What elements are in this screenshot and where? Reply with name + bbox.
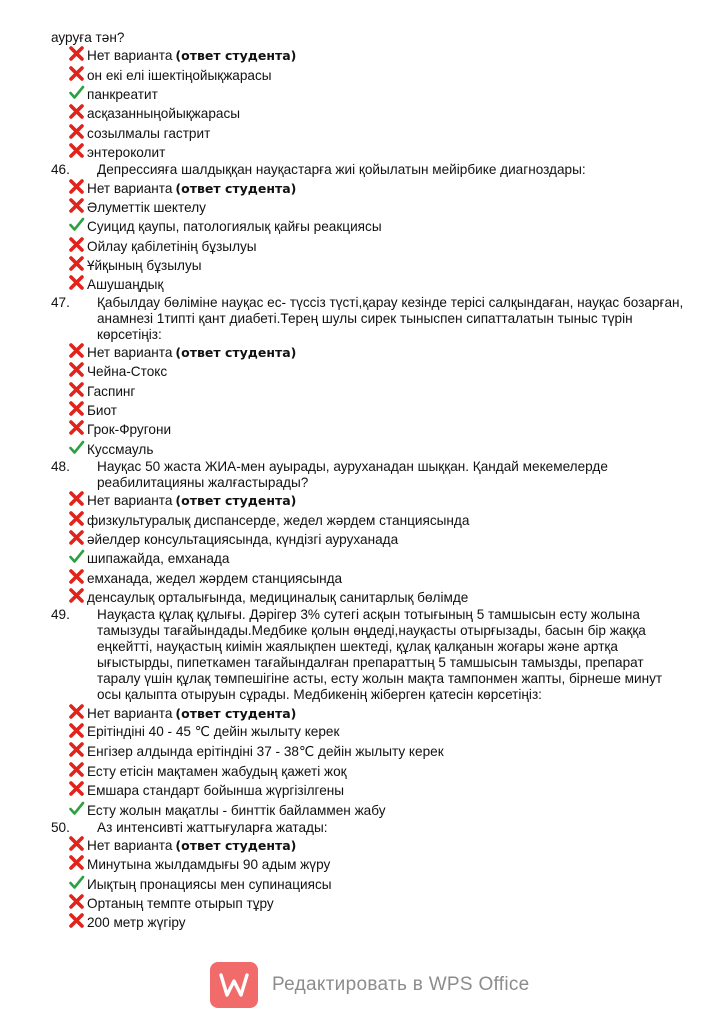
answer-text: Ұйқының бұзылуы	[87, 258, 202, 274]
answer-text: шипажайда, емханада	[87, 551, 230, 567]
answer-option	[51, 800, 684, 819]
answer-option	[51, 836, 684, 855]
cross-icon	[68, 529, 85, 546]
answer-text: денсаулық орталығында, медициналық санитарлық бөлімде	[87, 590, 469, 606]
question-text: Науқас 50 жаста ЖИА-мен ауырады, ауруханадан шыққан. Қандай мекемелерде реабилитацияны жалғастырады?	[97, 459, 608, 491]
answer-option	[51, 217, 684, 236]
answer-option	[51, 143, 684, 162]
student-answer-note: (ответ студента)	[175, 493, 297, 509]
answer-text: асқазанныңойықжарасы	[87, 106, 241, 122]
answer-option	[51, 343, 684, 362]
answer-option	[51, 275, 684, 294]
answer-text: Биот	[87, 403, 118, 419]
cross-icon	[68, 342, 85, 359]
answer-text: Әлуметтік шектелу	[87, 199, 206, 215]
question-text: Депрессияға шалдыққан науқастарға жиі қойылатын мейірбике диагноздары:	[97, 162, 586, 178]
answer-option	[51, 198, 684, 217]
answer-option	[51, 65, 684, 84]
answer-text: Чейна-Стокс	[87, 364, 168, 380]
answer-option	[51, 178, 684, 197]
question-49	[51, 607, 684, 703]
answer-option	[51, 894, 684, 913]
question-number: 48.	[51, 459, 70, 475]
check-icon	[68, 439, 85, 456]
answer-option	[51, 256, 684, 275]
answer-option	[51, 913, 684, 932]
answer-option	[51, 703, 684, 722]
answer-option	[51, 440, 684, 459]
answer-text: Суицид қаупы, патологиялық қайғы реакциясы	[87, 219, 382, 235]
answer-option	[51, 420, 684, 439]
answer-text: Нет варианта	[87, 180, 173, 196]
cross-icon	[68, 761, 85, 778]
cross-icon	[68, 142, 85, 159]
cross-icon	[68, 893, 85, 910]
cross-icon	[68, 274, 85, 291]
answer-option	[51, 549, 684, 568]
answer-text: физкультуралық диспансерде, жедел жәрдем станциясында	[87, 512, 470, 528]
cross-icon	[68, 45, 85, 62]
answer-text: Нет варианта	[87, 344, 173, 360]
cross-icon	[68, 912, 85, 929]
question-number: 49.	[51, 607, 70, 623]
cross-icon	[68, 197, 85, 214]
document-page	[51, 30, 684, 933]
question-47	[51, 295, 684, 343]
answer-option	[51, 237, 684, 256]
answer-option	[51, 491, 684, 510]
answer-option	[51, 124, 684, 143]
cross-icon	[68, 780, 85, 797]
answer-text: Есту етісін мақтамен жабудың қажеті жоқ	[87, 763, 347, 779]
check-icon	[68, 874, 85, 891]
wps-edit-label[interactable]: Редактировать в WPS Office	[272, 974, 530, 995]
cross-icon	[68, 722, 85, 739]
cross-icon	[68, 587, 85, 604]
cross-icon	[68, 103, 85, 120]
answer-text: Нет варианта	[87, 493, 173, 509]
student-answer-note: (ответ студента)	[175, 837, 297, 853]
answer-text: Нет варианта	[87, 48, 173, 64]
question-46	[51, 162, 684, 178]
answer-option	[51, 85, 684, 104]
answer-text: Грок-Фругони	[87, 422, 172, 438]
answer-option	[51, 530, 684, 549]
cross-icon	[68, 178, 85, 195]
question-number: 47.	[51, 294, 70, 310]
question-50	[51, 820, 684, 836]
cross-icon	[68, 510, 85, 527]
answer-option	[51, 569, 684, 588]
answer-option	[51, 723, 684, 742]
wps-logo-icon	[210, 962, 258, 1008]
answer-text: емханада, жедел жәрдем станциясында	[87, 570, 343, 586]
student-answer-note: (ответ студента)	[175, 705, 297, 721]
answer-option	[51, 510, 684, 529]
student-answer-note: (ответ студента)	[175, 180, 297, 196]
answer-option	[51, 588, 684, 607]
answer-text: панкреатит	[87, 86, 158, 102]
cross-icon	[68, 854, 85, 871]
answer-text: Куссмауль	[87, 441, 154, 457]
question-number: 46.	[51, 162, 70, 178]
answer-option	[51, 742, 684, 761]
answer-text: Нет варианта	[87, 705, 173, 721]
answer-option	[51, 104, 684, 123]
cross-icon	[68, 741, 85, 758]
question-48	[51, 459, 684, 491]
cross-icon	[68, 123, 85, 140]
check-icon	[68, 800, 85, 817]
answer-text: Минутына жылдамдығы 90 адым жүру	[87, 857, 331, 873]
question-text: Науқаста құлақ құлығы. Дәрігер 3% сутегі асқын тотығының 5 тамшысын есту жолына тамызуды тағайындады.Медбике қолын өңдеді,науқасты отырғызады, басын бір жаққа еңкейтті, науқастың киімін жаялықпен шектеді, құлақ қалқанын жоғары және артқа ығыстырды, пипеткамен тағайындалған препараттың 5 тамшысын тамызды, препарат таралу үшін құлақ төмпешігіне асты, есту жолын мақта тампонмен жапты, бірнеше минут осы қалыпта отыруын сұрады. Медбикенің жіберген қатесін көрсетіңіз:	[97, 607, 663, 703]
check-icon	[68, 84, 85, 101]
answer-option	[51, 401, 684, 420]
answer-option	[51, 855, 684, 874]
wps-edit-banner[interactable]	[210, 962, 550, 1008]
question-text: Аз интенсивті жаттығуларға жатады:	[97, 819, 328, 835]
answer-text: Ашушаңдық	[87, 277, 164, 293]
cross-icon	[68, 400, 85, 417]
answer-option	[51, 46, 684, 65]
cross-icon	[68, 236, 85, 253]
answer-option	[51, 781, 684, 800]
answer-text: Енгізер алдында ерітіндіні 37 - 38℃ дейін жылыту керек	[87, 743, 444, 759]
cross-icon	[68, 490, 85, 507]
answer-text: созылмалы гастрит	[87, 125, 211, 141]
check-icon	[68, 216, 85, 233]
answer-text: 200 метр жүгіру	[87, 915, 186, 931]
answer-text: Нет варианта	[87, 837, 173, 853]
cross-icon	[68, 703, 85, 720]
answer-text: Ортаның темпте отырып тұру	[87, 896, 274, 912]
student-answer-note: (ответ студента)	[175, 48, 297, 64]
answer-text: Гаспинг	[87, 383, 136, 399]
answer-text: әйелдер консультациясында, күндізгі ауруханада	[87, 532, 399, 547]
cross-icon	[68, 568, 85, 585]
answer-text: Ерітіндіні 40 - 45 ℃ дейін жылыту керек	[87, 724, 340, 740]
answer-text: Емшара стандарт бойынша жүргізілгены	[87, 783, 345, 799]
cross-icon	[68, 65, 85, 82]
question-number: 50.	[51, 819, 70, 835]
question-list	[51, 46, 684, 933]
answer-option	[51, 381, 684, 400]
cross-icon	[68, 255, 85, 272]
lead-line: ауруға тән?	[51, 30, 125, 45]
answer-text: Ойлау қабілетінің бұзылуы	[87, 238, 257, 254]
question-text: Қабылдау бөліміне науқас ес- түссіз түсті,қарау кезінде терісі салқындаған, науқас бозарған, анамнезі 1типті қант диабеті.Терең шулы сирек тыныспен сипатталатын тыныс түрін көрсетіңіз:	[97, 294, 684, 342]
answer-option	[51, 762, 684, 781]
student-answer-note: (ответ студента)	[175, 344, 297, 360]
answer-option	[51, 875, 684, 894]
answer-option	[51, 362, 684, 381]
cross-icon	[68, 419, 85, 436]
cross-icon	[68, 361, 85, 378]
answer-text: энтероколит	[87, 145, 166, 161]
cross-icon	[68, 835, 85, 852]
cross-icon	[68, 381, 85, 398]
answer-text: он екі елі ішектіңойықжарасы	[87, 67, 272, 83]
answer-text: Есту жолын мақатлы - бинттік байламмен жабу	[87, 802, 386, 818]
check-icon	[68, 548, 85, 565]
answer-text: Иықтың пронациясы мен супинациясы	[87, 876, 332, 892]
